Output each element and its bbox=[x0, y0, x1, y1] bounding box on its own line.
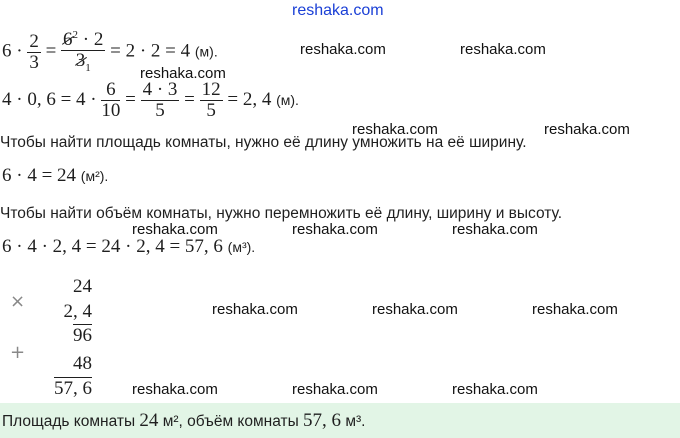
eq1-equals: = bbox=[45, 40, 57, 62]
fraction-denominator: 5 bbox=[206, 99, 216, 121]
answer-volume-label: объём комнаты bbox=[187, 413, 299, 430]
column-row-4: 48 bbox=[73, 353, 92, 374]
fraction-denominator: 5 bbox=[155, 99, 165, 121]
column-row-5: 57, 6 bbox=[54, 378, 92, 399]
paragraph-volume: Чтобы найти объём комнаты, нужно перемножить её длину, ширину и высоту. bbox=[0, 205, 563, 222]
answer-text bbox=[2, 410, 365, 432]
unit-label: (м³). bbox=[227, 239, 256, 255]
eq1-result: = 2 · 2 = 4 bbox=[110, 40, 191, 62]
paragraph-area: Чтобы найти площадь комнаты, нужно её длину умножить на её ширину. bbox=[0, 134, 527, 151]
equation-line-3 bbox=[2, 165, 108, 187]
eq2-left: 4 · 0, 6 = 4 · bbox=[2, 88, 97, 110]
fraction-four-three-fifths bbox=[141, 80, 180, 121]
fraction-numerator: 2 bbox=[29, 30, 39, 52]
fraction-two-thirds bbox=[27, 32, 41, 73]
watermark: reshaka.com bbox=[452, 221, 538, 238]
fraction-six-tenths bbox=[101, 80, 120, 121]
answer-area-label: Площадь комнаты bbox=[2, 413, 136, 430]
watermark: reshaka.com bbox=[352, 121, 438, 138]
fraction-cancelled bbox=[61, 30, 105, 74]
answer-volume-value: 57, 6 bbox=[303, 410, 342, 431]
fraction-twelve-fifths bbox=[200, 80, 223, 121]
equation-line-2 bbox=[2, 80, 299, 121]
unit-label: (м²). bbox=[80, 168, 109, 184]
answer-area-value: 24 bbox=[139, 410, 159, 431]
watermark: reshaka.com bbox=[300, 41, 386, 58]
answer-box bbox=[0, 403, 680, 438]
eq1-dot: · bbox=[16, 40, 23, 62]
reduced-two: 2 bbox=[72, 29, 79, 41]
equation-line-4 bbox=[2, 236, 255, 258]
watermark: reshaka.com bbox=[292, 221, 378, 238]
watermark: reshaka.com bbox=[292, 381, 378, 398]
answer-area-unit: м², bbox=[162, 413, 183, 430]
watermark: reshaka.com bbox=[544, 121, 630, 138]
watermark: reshaka.com bbox=[140, 65, 226, 82]
column-row-3: 96 bbox=[73, 325, 92, 346]
unit-label: (м). bbox=[276, 91, 299, 108]
column-row-1: 24 bbox=[73, 276, 92, 297]
site-link[interactable]: reshaka.com bbox=[292, 2, 384, 19]
cancelled-six: 6 bbox=[63, 29, 73, 50]
watermark: reshaka.com bbox=[532, 301, 618, 318]
numerator-rest: · 2 bbox=[82, 29, 104, 50]
eq2-equals-1: = bbox=[125, 88, 136, 110]
watermark: reshaka.com bbox=[212, 301, 298, 318]
watermark: reshaka.com bbox=[132, 381, 218, 398]
eq4-expr: 6 · 4 · 2, 4 = 24 · 2, 4 = 57, 6 bbox=[2, 236, 223, 257]
eq2-equals-2: = bbox=[184, 88, 195, 110]
fraction-numerator: 12 bbox=[201, 79, 221, 100]
fraction-denominator: 3 bbox=[29, 51, 39, 73]
plus-sign: + bbox=[10, 342, 26, 363]
eq2-result: = 2, 4 bbox=[227, 88, 272, 110]
fraction-numerator: 6 bbox=[101, 80, 120, 101]
times-sign: × bbox=[10, 291, 26, 312]
unit-label: (м). bbox=[194, 43, 218, 60]
watermark: reshaka.com bbox=[460, 41, 546, 58]
eq3-expr: 6 · 4 = 24 bbox=[2, 165, 77, 186]
reduced-one: 1 bbox=[85, 61, 91, 74]
watermark: reshaka.com bbox=[452, 381, 538, 398]
fraction-denominator bbox=[61, 51, 105, 74]
column-row-2: 2, 4 bbox=[63, 301, 92, 322]
answer-volume-unit: м³. bbox=[345, 413, 366, 430]
eq1-factor: 6 bbox=[2, 40, 12, 62]
watermark: reshaka.com bbox=[132, 221, 218, 238]
fraction-numerator bbox=[61, 30, 105, 51]
fraction-numerator: 4 · 3 bbox=[142, 79, 178, 100]
cancelled-three: 3 bbox=[75, 49, 86, 71]
fraction-denominator: 10 bbox=[101, 99, 121, 121]
watermark: reshaka.com bbox=[372, 301, 458, 318]
